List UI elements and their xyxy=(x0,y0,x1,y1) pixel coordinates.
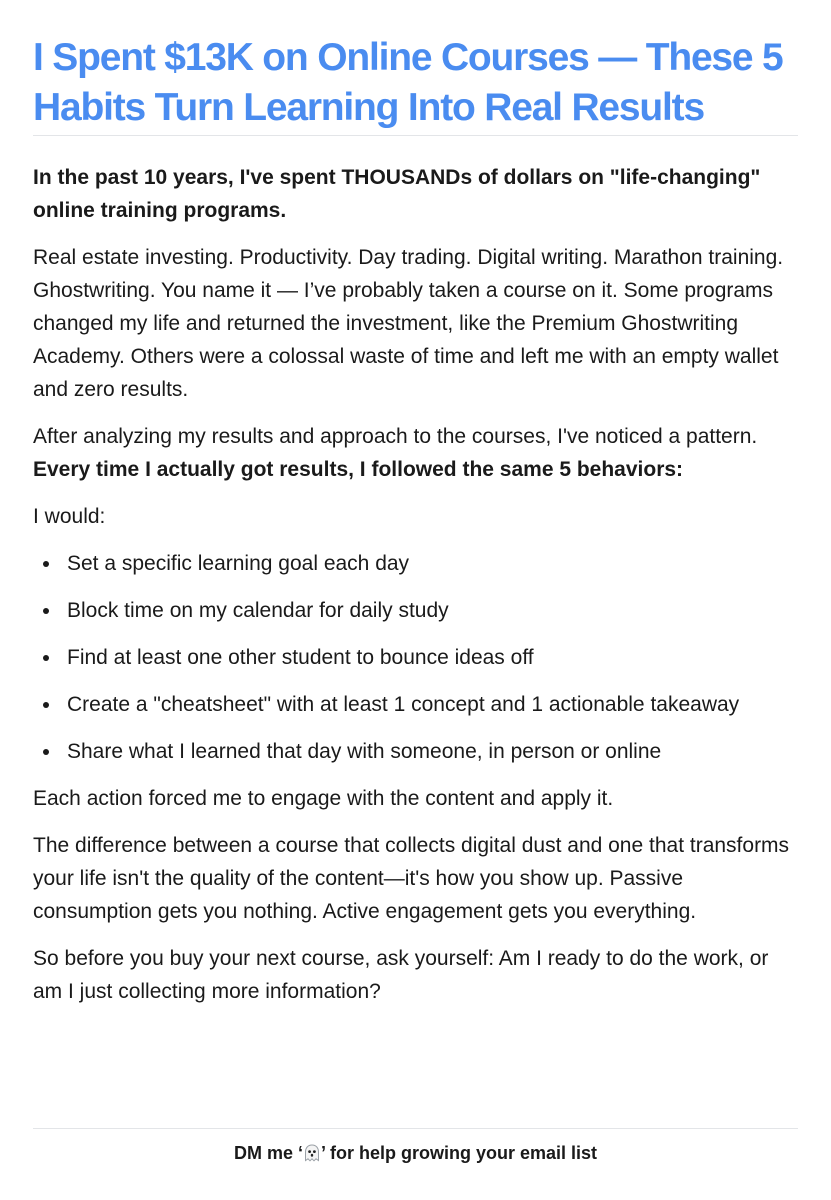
difference-paragraph: The difference between a course that collects digital dust and one that transforms your life isn't the quality of the content—it's how you show up. Passive consumption gets you nothing. Active engagement gets you everything. xyxy=(33,834,790,923)
habit-item: Set a specific learning goal each day xyxy=(33,547,803,580)
pattern-text: After analyzing my results and approach to the courses, I've noticed a pattern. xyxy=(33,425,758,448)
article-title: I Spent $13K on Online Courses — These 5 Habits Turn Learning Into Real Results xyxy=(33,36,783,129)
ghost-icon xyxy=(304,1143,320,1169)
title-divider xyxy=(33,135,798,136)
lead-paragraph: In the past 10 years, I've spent THOUSANDs of dollars on "life-changing" online training programs. xyxy=(33,166,761,222)
habit-item: Find at least one other student to bounce ideas off xyxy=(33,641,803,674)
habit-item: Block time on my calendar for daily study xyxy=(33,594,803,627)
footer-suffix: ’ for help growing your email list xyxy=(320,1143,598,1163)
list-intro: I would: xyxy=(33,505,106,528)
habit-item: Create a "cheatsheet" with at least 1 concept and 1 actionable takeaway xyxy=(33,688,803,721)
habit-item: Share what I learned that day with someone, in person or online xyxy=(33,735,803,768)
closing-paragraph: So before you buy your next course, ask yourself: Am I ready to do the work, or am I just collecting more information? xyxy=(33,947,769,1003)
engage-paragraph: Each action forced me to engage with the content and apply it. xyxy=(33,787,614,810)
pattern-paragraph xyxy=(33,420,803,486)
article-body xyxy=(33,161,803,1022)
footer-cta xyxy=(0,1140,831,1169)
habits-list xyxy=(33,547,803,768)
courses-paragraph: Real estate investing. Productivity. Day trading. Digital writing. Marathon training. Ghostwriting. You name it — I’ve probably taken a course on it. Some programs changed my life and returned the investment, like the Premium Ghostwriting Academy. Others were a colossal waste of time and left me with an empty wallet and zero results. xyxy=(33,246,784,401)
pattern-highlight: Every time I actually got results, I followed the same 5 behaviors: xyxy=(33,458,684,481)
footer-divider xyxy=(33,1128,798,1129)
footer-prefix: DM me ‘ xyxy=(233,1143,303,1163)
